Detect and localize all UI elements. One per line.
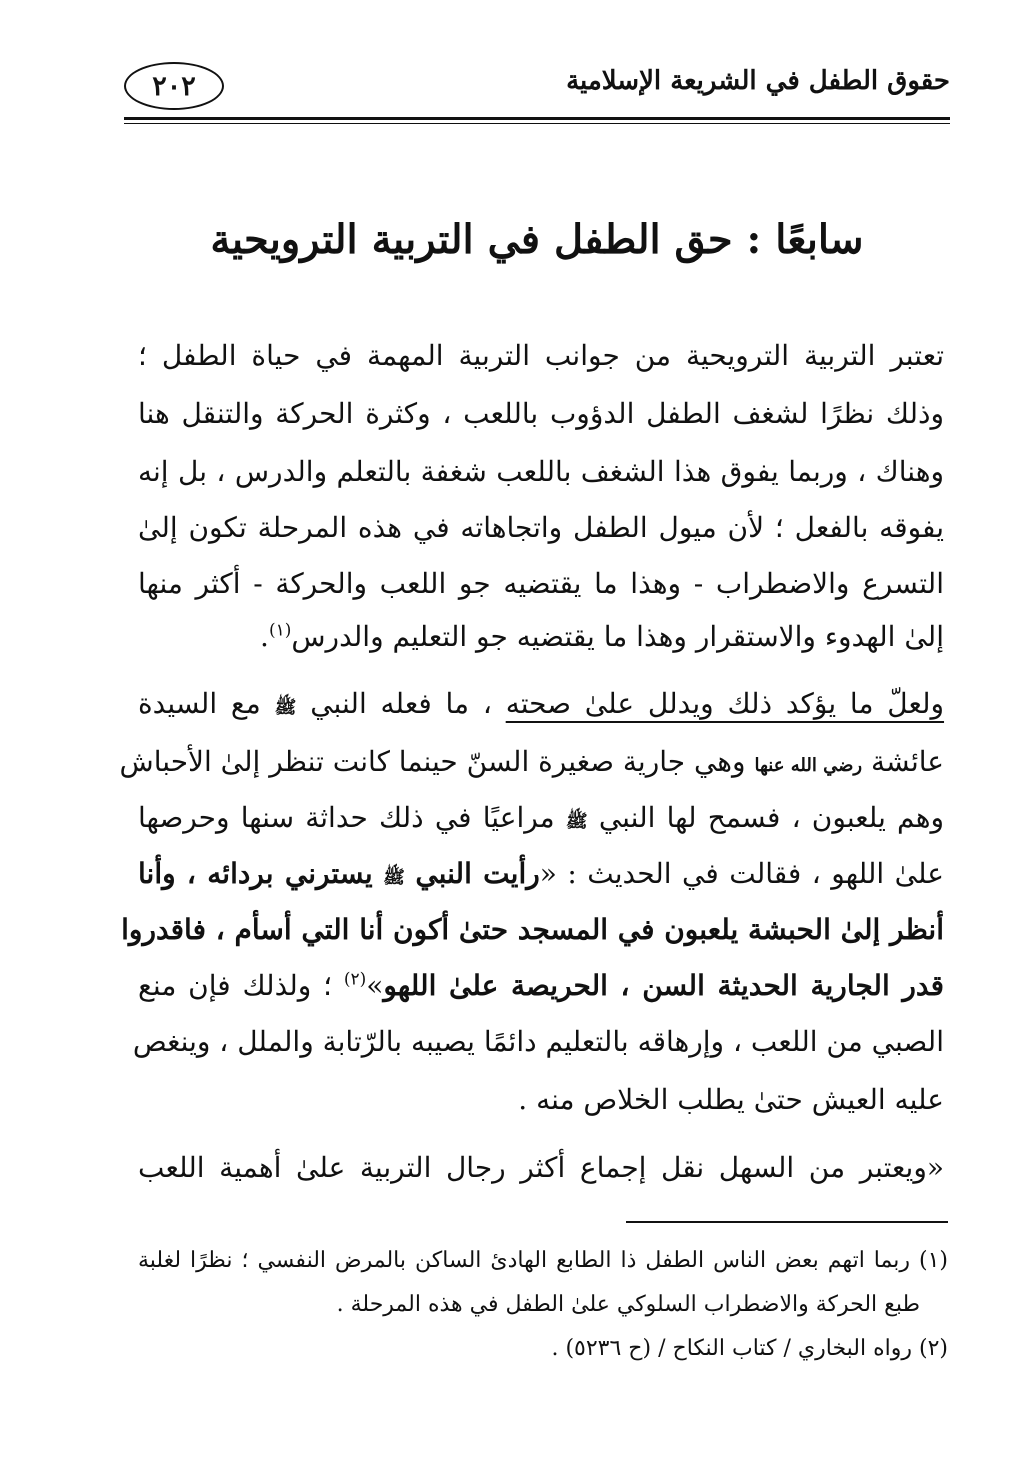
hadith-start: رأيت النبي [415, 857, 540, 890]
footnote-1-line-1: (١) ربما اتهم بعض الناس الطفل ذا الطابع الهادئ الساكن بالمرض النفسي ؛ نظرًا لغلبة [138, 1248, 948, 1273]
header-rule-thick [124, 117, 950, 120]
para2-line-6-end: ؛ ولذلك فإن منع [138, 969, 333, 1002]
para2-line-1-end: مع السيدة [138, 687, 261, 720]
para1-line-1: تعتبر التربية الترويحية من جوانب التربية المهمة في حياة الطفل ؛ [138, 339, 944, 372]
footnote-ref-1: (١) [268, 620, 292, 641]
footnote-ref-2: (٢) [343, 969, 367, 990]
para2-line-3 [138, 798, 944, 838]
footnote-separator [626, 1221, 948, 1223]
para1-line-6-end: . [260, 620, 269, 653]
para1-line-2: وذلك نظرًا لشغف الطفل الدؤوب باللعب ، وكثرة الحركة والتنقل هنا [138, 397, 944, 430]
para2-line-1-mid: ، ما فعله النبي [310, 687, 492, 720]
honorific-prophet: ﷺ [274, 697, 297, 718]
footnote-1-line-2: طبع الحركة والاضطراب السلوكي علىٰ الطفل في هذه المرحلة . [336, 1292, 920, 1317]
hadith-line-6: قدر الجارية الحديثة السن ، الحريصة علىٰ اللهو [383, 969, 944, 1002]
hadith-line-5: أنظر إلىٰ الحبشة يلعبون في المسجد حتىٰ أكون أنا التي أسأم ، فاقدروا [121, 913, 944, 946]
para2-line-3-end: مراعيًا في ذلك حداثة سنها وحرصها [138, 801, 555, 834]
para1-line-5: التسرع والاضطراب - وهذا ما يقتضيه جو اللعب والحركة - أكثر منها [138, 567, 944, 600]
footnote-2: (٢) رواه البخاري / كتاب النكاح / (ح ٥٢٣٦) . [551, 1336, 948, 1361]
para2-line-2-start: عائشة [870, 745, 944, 778]
hadith-line-4-end: يسترني بردائه ، وأنا [138, 857, 373, 890]
para1-line-4: يفوقه بالفعل ؛ لأن ميول الطفل واتجاهاته في هذه المرحلة تكون إلىٰ [138, 511, 944, 544]
hadith-close-wrap [344, 969, 944, 1002]
honorific-prophet: ﷺ [565, 811, 588, 832]
para2-line-7: الصبي من اللعب ، وإرهاقه بالتعليم دائمًا يصيبه بالرّتابة والملل ، وينغص [132, 1025, 944, 1058]
para2-line-4-plain: علىٰ اللهو ، فقالت في الحديث : « [539, 857, 944, 890]
para2-line-1 [138, 684, 944, 724]
honorific-aisha: رضي الله عنها [754, 755, 863, 776]
para1-line-6-text: إلىٰ الهدوء والاستقرار وهذا ما يقتضيه جو التعليم والدرس [291, 620, 944, 653]
header-rule-thin [124, 123, 950, 124]
underlined-phrase: ولعلّ ما يؤكد ذلك ويدلل علىٰ صحته [505, 687, 945, 720]
para3-line-1: «ويعتبر من السهل نقل إجماع أكثر رجال التربية علىٰ أهمية اللعب [138, 1151, 944, 1184]
para1-line-3: وهناك ، وربما يفوق هذا الشغف باللعب شغفة بالتعلم والدرس ، بل إنه [138, 455, 944, 488]
honorific-prophet: ﷺ [383, 867, 405, 888]
para2-line-5 [121, 910, 944, 950]
para1-line-6 [138, 617, 944, 657]
para2-line-3-start: وهم يلعبون ، فسمح لها النبي [598, 801, 944, 834]
para2-line-4 [138, 854, 944, 894]
quote-close: » [366, 969, 384, 1002]
para2-line-8: عليه العيش حتىٰ يطلب الخلاص منه . [518, 1083, 944, 1116]
section-title: سابعًا : حق الطفل في التربية الترويحية [210, 216, 864, 263]
page-number: ٢٠٢ [124, 62, 224, 110]
para2-line-6 [138, 966, 944, 1006]
para2-line-2-end: وهي جارية صغيرة السنّ حينما كانت تنظر إلىٰ الأحباش [119, 745, 746, 778]
para2-line-2 [119, 742, 944, 782]
running-title: حقوق الطفل في الشريعة الإسلامية [566, 66, 950, 96]
page-header [124, 62, 950, 116]
